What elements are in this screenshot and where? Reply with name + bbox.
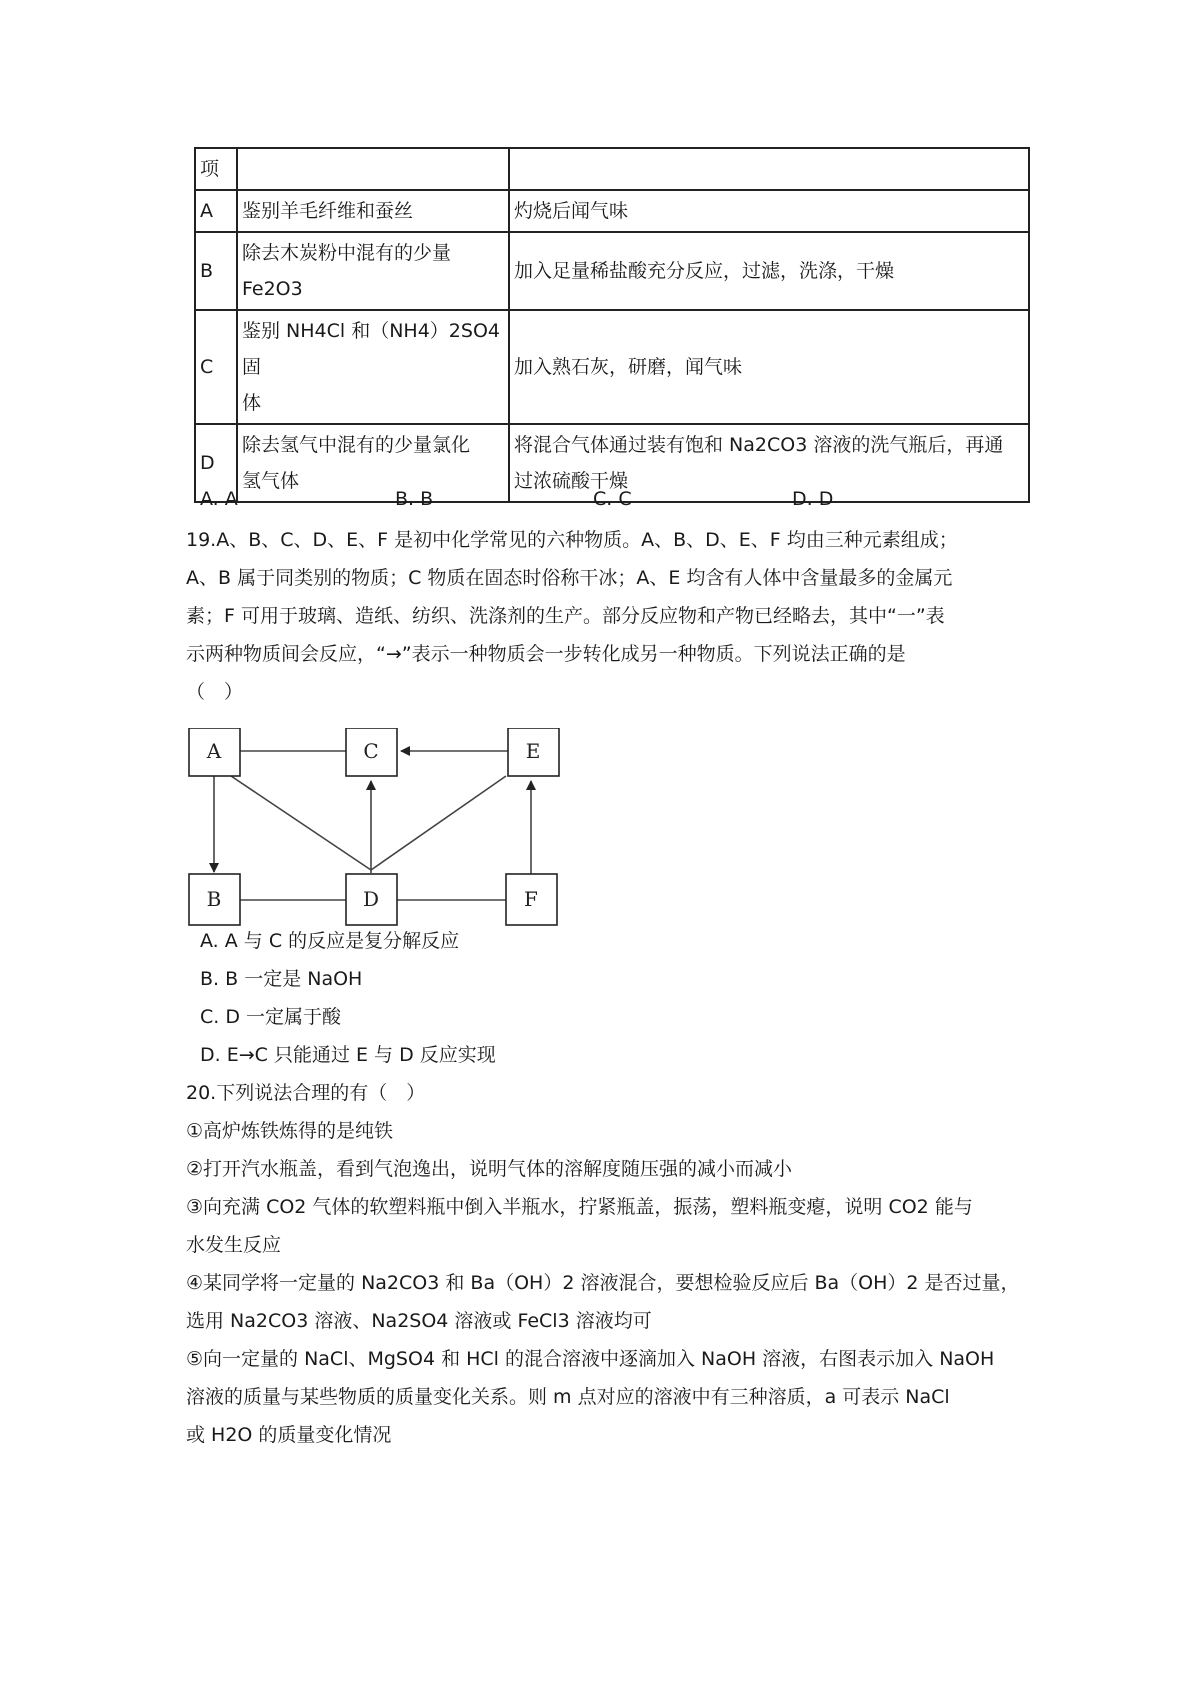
header-cell	[237, 148, 509, 190]
row-method-text: 加入熟石灰，研磨，闻气味	[514, 356, 743, 378]
edge-e-d	[371, 776, 506, 870]
q19-option-b: B. B 一定是 NaOH	[200, 968, 363, 990]
row-method-text: 将混合气体通过装有饱和 Na2CO3 溶液的洗气瓶后，再通	[514, 434, 1004, 456]
row-item-cell	[237, 190, 509, 232]
row-label: B	[195, 232, 237, 310]
q18-options	[200, 488, 1020, 518]
node-b-label: B	[206, 887, 222, 911]
row-item-text: 体	[242, 392, 262, 414]
q19-line: 示两种物质间会反应，“→”表示一种物质会一步转化成另一种物质。下列说法正确的是	[186, 643, 906, 665]
q20-line: ④某同学将一定量的 Na2CO3 和 Ba（OH）2 溶液混合，要想检验反应后 Ba（OH）2 是否过量，	[186, 1272, 1020, 1294]
q20-line: 溶液的质量与某些物质的质量变化关系。则 m 点对应的溶液中有三种溶质，a 可表示 NaCl	[186, 1386, 950, 1408]
row-item-text: 鉴别羊毛纤维和蚕丝	[242, 200, 414, 222]
header-cell: 项	[195, 148, 237, 190]
row-label: C	[195, 310, 237, 424]
edge-a-d	[231, 776, 371, 870]
q18-option-d: D. D	[792, 488, 834, 510]
q19-stem	[186, 521, 1036, 711]
q18-option-b: B. B	[395, 488, 434, 510]
q19-option-d: D. E→C 只能通过 E 与 D 反应实现	[200, 1044, 496, 1066]
reaction-diagram	[186, 728, 576, 928]
q19-line: 19.A、B、C、D、E、F 是初中化学常见的六种物质。A、B、D、E、F 均由三种元素组成；	[186, 529, 958, 551]
q20-line: ①高炉炼铁炼得的是纯铁	[186, 1120, 394, 1142]
row-item-text: 氢气体	[242, 470, 300, 492]
row-label: D	[195, 424, 237, 502]
q20-line: ③向充满 CO2 气体的软塑料瓶中倒入半瓶水，拧紧瓶盖，振荡，塑料瓶变瘪，说明 CO2 能与	[186, 1196, 973, 1218]
row-label: A	[195, 190, 237, 232]
row-method-cell	[509, 310, 1029, 424]
q18-option-c: C. C	[593, 488, 632, 510]
row-item-text: 除去木炭粉中混有的少量	[242, 242, 452, 264]
row-item-text: 鉴别 NH4Cl 和（NH4）2SO4 固	[242, 320, 500, 378]
table-row	[195, 310, 1029, 424]
row-item-cell	[237, 310, 509, 424]
q19-line: 素；F 可用于玻璃、造纸、纺织、洗涤剂的生产。部分反应物和产物已经略去，其中“一”表	[186, 605, 945, 627]
q20-stem	[186, 1074, 1036, 1454]
header-cell	[509, 148, 1029, 190]
q20-line: 或 H2O 的质量变化情况	[186, 1424, 392, 1446]
row-method-text: 灼烧后闻气味	[514, 200, 629, 222]
table-row	[195, 190, 1029, 232]
row-item-cell	[237, 232, 509, 310]
table-row	[195, 232, 1029, 310]
node-e-label: E	[525, 739, 541, 763]
row-method-text: 过浓硫酸干燥	[514, 470, 629, 492]
node-a-label: A	[206, 739, 222, 763]
q20-line: 20.下列说法合理的有（ ）	[186, 1082, 426, 1104]
node-d-label: D	[362, 887, 380, 911]
q20-line: 选用 Na2CO3 溶液、Na2SO4 溶液或 FeCl3 溶液均可	[186, 1310, 652, 1332]
row-item-text: 除去氢气中混有的少量氯化	[242, 434, 471, 456]
q19-line: A、B 属于同类别的物质；C 物质在固态时俗称干冰；A、E 均含有人体中含量最多的金属元	[186, 567, 953, 589]
row-method-text: 加入足量稀盐酸充分反应，过滤，洗涤，干燥	[514, 260, 895, 282]
q20-line: ⑤向一定量的 NaCl、MgSO4 和 HCl 的混合溶液中逐滴加入 NaOH 溶液，右图表示加入 NaOH	[186, 1348, 995, 1370]
q19-line: （ ）	[186, 681, 244, 703]
experiment-table	[194, 147, 1030, 503]
q20-line: ②打开汽水瓶盖，看到气泡逸出，说明气体的溶解度随压强的减小而减小	[186, 1158, 793, 1180]
row-item-text: Fe2O3	[242, 278, 303, 300]
table-header-row	[195, 148, 1029, 190]
node-c-label: C	[363, 739, 379, 763]
row-method-cell	[509, 232, 1029, 310]
node-f-label: F	[524, 887, 538, 911]
q18-option-a: A. A	[200, 488, 238, 510]
q20-line: 水发生反应	[186, 1234, 282, 1256]
row-method-cell	[509, 190, 1029, 232]
q19-option-a: A. A 与 C 的反应是复分解反应	[200, 930, 460, 952]
q19-option-c: C. D 一定属于酸	[200, 1006, 342, 1028]
